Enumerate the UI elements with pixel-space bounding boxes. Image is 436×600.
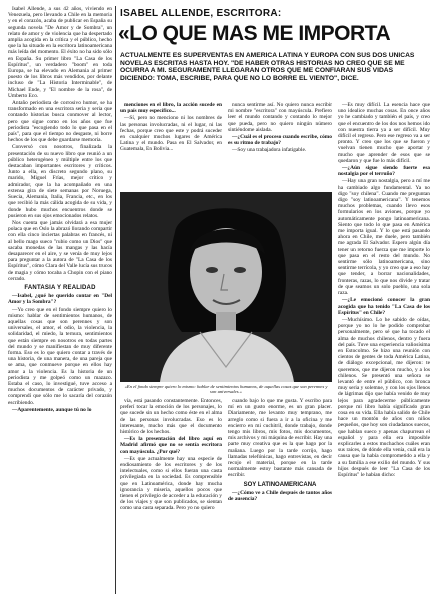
interview-answer: —Muchísimo. Lo he sabido de oídas, porque yo no lo he podido comprobar personalmente, pero sé que ha tocado el alma de muchos chilenos, dentro y fuera del país. Tuve una experiencia valiosísima en Estocolmo. Se hizo una reunión con cientos de gentes de toda América Latina, de diálogo excepcional, me dijeron: te queremos, que me dijeron mucho, y a los chilenos. Se presentó una señora se levantó de entre el público, con bronca muy seria y solemne, y con los ojos llenos de lágrimas dijo que había venido de muy lejos para agradecerme públicamente porque mi libro había significado gran cosa en su vida. Ella había salido de Chile hace un montón de años con niños pequeños, que hoy son ciudadanos suecos, que hablan sueco y apenas chapurrean el español y para ella era imposible explicarles a estos muchachos cuáles eran sus raíces, de dónde ella venía, cuál era la causa que la había comprometido a ella y a su familia a ese exilio del mundo. Y sus hijos después de leer "La Casa de los Espíritus" le habían dicho: xyxy=(338,316,430,478)
intro-column xyxy=(8,6,112,596)
interview-answer: —Yo creo que en el fondo siempre quiero lo mismo: hablar de sentimientos humanos, de aquellas cosas que son perennes y son universales, el amor, el odio, la violencia, la solidaridad, el miedo, la ternura, sentimientos que están siempre en nosotros en todas partes del mundo y se manifiestan de muy diferente forma. Eso es lo que quiero contar a través de una historia, de una manera, de una pareja que se ama, que conmueve porque en ellos hay amor a la violencia. Es la historia de un periodista y me golpeó como un mazazo. Estaba el caso, lo investigué, tuve acceso a muchos documentos de carácter privado, y comprendí que sólo me lo sacaría del corazón escribiendo. xyxy=(8,306,112,406)
intro-paragraph: Nos cuenta que jamás olvidará a esa mujer polaca que en Oslo la abrazó llorando compartir con ella cinco inciertas palabras en francés, ni al bello mago sueco "rubio como un Dios" que sacaba monedas de las mangas y las hacía desaparecer en el aire, y se venía de muy lejos para preguntar a la autora de "La Casa de los Espíritus", cómo Clara del Valle lucía sus trucos de magia y cómo tocaba a Chopin con el piano cerrado. xyxy=(8,219,112,282)
author-photo xyxy=(120,192,332,382)
interview-question: —¿Le emocionó conocer la gran acogida que ha tenido "La Casa de los Espíritus" en Chile? xyxy=(338,297,430,316)
section-title-latinoamericana: SOY LATINOAMERICANA xyxy=(243,481,317,488)
interview-answer: —Sí, pero no menciono ni los nombres de las personas involucradas, ni el lugar, ni las fechas, porque creo que este y podrá suceder en cualquier muchos lugares de América Latina y el mundo. Pasa en El Salvador, en Guatemala, En Bolivia... xyxy=(120,115,222,153)
interview-question: menciones en el libro, la acción sucede en un país muy específico... xyxy=(120,102,222,115)
article-deck: ACTUALMENTE ES SUPERVENTAS EN AMERICA LATINA Y EUROPA CON SUS DOS UNICAS NOVELAS ESCRITAS HASTA HOY. "DE HABER OTRAS HISTORIAS NO CREO QUE SE ME OCURRA A MI. SEGURAMENTE LLEGARAN OTROS QUE ME CONFIARAN SUS VIDAS DICIENDO: TOMA, ESCRIBE, PARA QUE NO LO BORRE EL VIENTO", DICE. xyxy=(120,52,415,82)
article-headline: «LO QUE MAS ME IMPORTA xyxy=(118,22,391,45)
column-2-bottom xyxy=(120,398,222,596)
interview-answer: —Es muy difícil. La esencia hace que uno idealice muchas cosas. En once años yo he cambiado y también el país, y creo que el encuentro de los dos nos hemos ido con nuestra tierra ya a ser difícil. Muy difícil el regreso. Pero ese regreso va a ser pronto. Y creo que los que se fueron y vuelvan tienen mucho que aportar y mucho que aprender de esos que se quedaron y que fue lo más difícil. xyxy=(338,102,430,164)
interview-question: —Isabel, ¿qué he querido contar en "Del Amor y la Sombra"? xyxy=(8,293,112,306)
photo-caption: «En el fondo siempre quiero lo mismo: hablar de sentimientos humanos, de aquellas cosas que son perennes y son universales.» xyxy=(124,384,328,395)
interview-answer: —Hay una gran nostalgia, pero a mí me ha cambiado algo fundamental. Ya no digo "soy chilena". Cuando me preguntan digo "soy latinoamericana". Y tenemos muchos problemas, cuando llevo esos formularios en los aviones, porque yo automáticamente pongo latinoamericana. Siento que todo lo que pasa en América me importa igual. Y lo que está pasando ahora en Chile, me duele, pero también me agrada El Salvador. Espero algún día tener un retorno fuerza que me importe lo que pasa en el resto del mundo. No sentirme sólo latinoamericana, sino sentirme terrícola, y yo creo que a eso hay que tender, a borrar nacionalidades, fronteras, razas, lo que nos divide y tratar de que seamos un solo pueblo, una sola raza. xyxy=(338,178,430,297)
interview-question: —¿Cómo ve a Chile después de tantos años de ausencia? xyxy=(228,489,332,503)
section-title-fantasia: FANTASIA Y REALIDAD xyxy=(24,284,96,291)
article-kicker: ISABEL ALLENDE, ESCRITORA: xyxy=(120,8,282,19)
column-3-top xyxy=(228,102,332,190)
intro-paragraph: Antaño periodista de corrosivo humor, se ha transformado en una escritora seria y seria que contando historias busca conmover al lector, pero que sigue como en los años que fue periodista "escogiendo todo lo que pasa en el país", para que el tiempo no desgaste, ni borre hechos de los que debe guardarse memoria. xyxy=(8,100,112,144)
interview-answer: —Soy una trabajadora infatigable. xyxy=(232,147,307,154)
column-4 xyxy=(338,102,430,596)
interview-answer: vía, está pasando constantemente. Entonces, preferí tocar la emoción de los personajes, lo que sucede sin un hecho como éste en el alma de las personas involucradas. Eso es lo interesante, mucho más que el documento histórico de los hechos. xyxy=(120,398,222,436)
interview-question: —Aparentemente, aunque tú no lo xyxy=(12,406,92,413)
interview-answer: —Es que actualmente hay una especie de endiosamiento de los escritores y de los intelectuales, como si ellos fueran una casta privilegiada en la sociedad. Es comprensible que en Latinoamérica, donde hay mucha ignorancia y miseria, aquellos pocos que tienen el privilegio de acceder a la educación y de los viajes y que son publicados, se sientan como una casta separada. Pero yo no quiero xyxy=(120,455,222,512)
interview-answer: cuando bajo lo que me gusta. Y escribo para mí en un gusto enorme, es un gran placer. Diariamente, me levanto muy temprano, me arreglo como si fuera a ir a la oficina y me encierro en mi cuchitril, donde trabajo, donde tengo mis libros, mis fotos, mis documentos, mis archivos y mi máquina de escribir. Hay una parte muy creativa que es la que hago por la mañana. Luego por la tarde corrijo, hago llamadas telefónicas, hago entrevistas, en decir recojo el material, porque en la tarde normalmente estoy bastante más cansada de escribir. xyxy=(228,398,332,479)
interview-question: —¿Aún sigue siendo fuerte esa nostalgia por el terruño? xyxy=(338,165,430,178)
interview-question: —Es la presentación del libro aquí en Madrid afirmó que no se sentía escritora con mayúscula. ¿Por qué? xyxy=(120,436,222,455)
intro-paragraph: Isabel Allende, a sus 42 años, viviendo en Venezuela, pero llevando a Chile en la memoria y en el corazón, acaba de publicar en España su segunda novela "De Amor y de Sombra", un relato de amor y de violencia que ha despertado amplia acogida en la crítica y el público, hecho que la ha situado en la escritora latinoamericana más leída del momento. El éxito no ha sido sólo en España. Su primer libro "La Casa de los Espíritus", un verdadero "boom" en toda Europa, se ha elevado en Alemania al primer puesto de los libros más vendidos, por delante incluso de "La Historia Interminable", de Michael Ende, y "El nombre de la rosa", de Umberto Eco. xyxy=(8,6,112,99)
interview-answer: nunca sentirme así. No quiero nunca escribir mi nombre "escritora" con mayúscula. Prefiero leer el mundo contando y contando lo mejor que pueda, pero no quiero ningún número sintiéndome aislada. xyxy=(228,102,332,133)
portrait-illustration xyxy=(120,192,332,382)
intro-paragraph: Conversó con nosotros, finalizada la presentación de su nuevo libro que reunió a un público heterogéneo y múltiple entre los que destacaban importantes escritores y críticos. Junto a ella, en discreto segundo plano, su marido, Miguel Frías, mejor crítico y admirador, que la ha acompañado en una extensa gira de siete semanas por Noruega, Suecia, Alemania, Italia, Francia, etc., en los que recibió la más cálida acogida de su vida, y donde hubo muchos encuentros donde se pusieron en sus ojos emocionados relatos. xyxy=(8,144,112,219)
column-divider xyxy=(115,6,116,594)
interview-question: —¿Cuál es el proceso cuando escribe, cómo es su ritmo de trabajo? xyxy=(228,134,332,147)
column-2-top xyxy=(120,102,222,190)
column-3-bottom xyxy=(228,398,332,596)
